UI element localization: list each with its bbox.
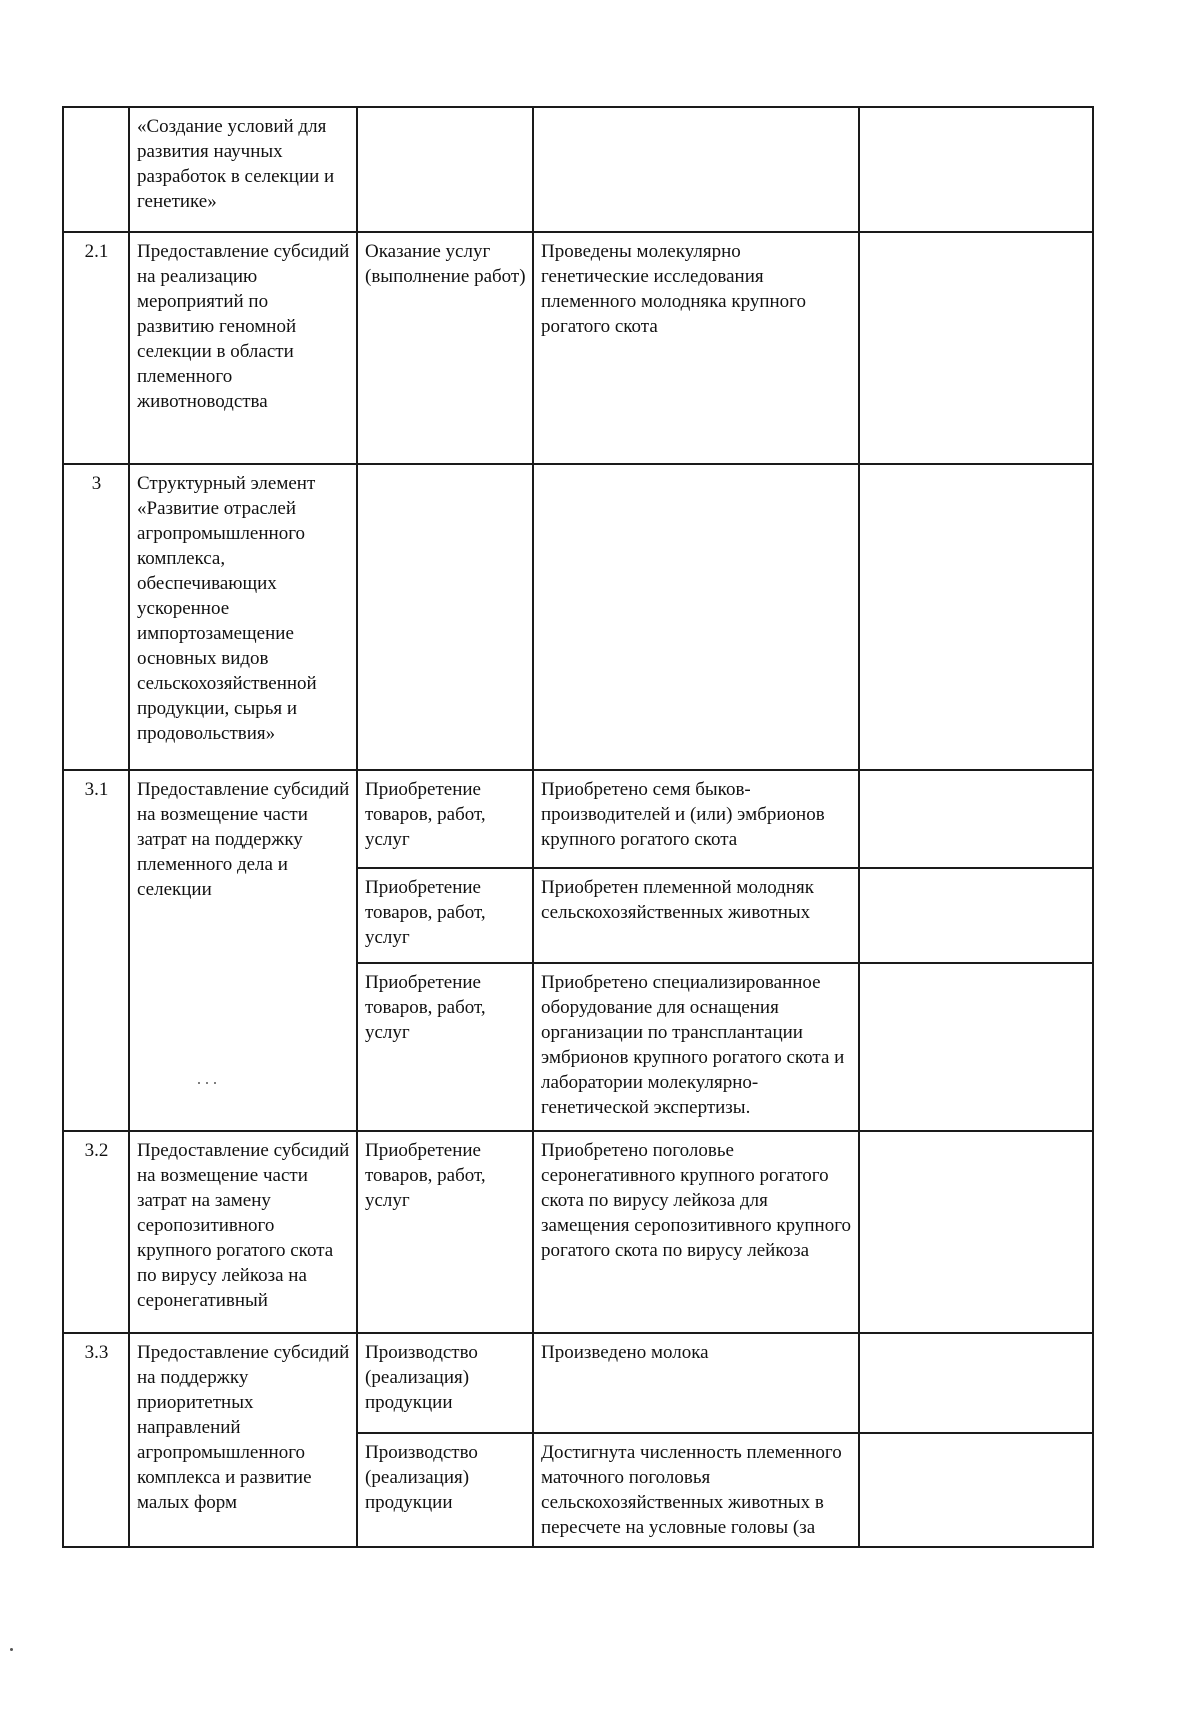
- measure-title-cell: Предоставление субсидий на возмещение части затрат на замену серопозитивного крупного рогатого скота по вирусу лейкоза на серонегативный: [129, 1131, 357, 1333]
- row-number-cell: 3.2: [63, 1131, 129, 1333]
- measures-table: [62, 106, 1094, 1548]
- scan-artifact: [214, 1082, 216, 1084]
- measure-type-cell: Приобретение товаров, работ, услуг: [357, 770, 533, 868]
- measure-type-cell: [357, 464, 533, 770]
- row-number-cell: 3: [63, 464, 129, 770]
- empty-cell: [859, 1131, 1093, 1333]
- row-number-cell: [63, 107, 129, 232]
- table-row: [63, 107, 1093, 232]
- measure-type-cell: Производство (реализация) продукции: [357, 1333, 533, 1433]
- empty-cell: [859, 1333, 1093, 1433]
- empty-cell: [859, 963, 1093, 1131]
- result-cell: Проведены молекулярно генетические исследования племенного молодняка крупного рогатого скота: [533, 232, 859, 464]
- row-number-cell: 2.1: [63, 232, 129, 464]
- result-cell: Приобретено поголовье серонегативного крупного рогатого скота по вирусу лейкоза для замещения серопозитивного крупного рогатого скота по вирусу лейкоза: [533, 1131, 859, 1333]
- empty-cell: [859, 868, 1093, 963]
- empty-cell: [859, 464, 1093, 770]
- measure-title-cell: Предоставление субсидий на возмещение части затрат на поддержку племенного дела и селекции: [129, 770, 357, 1131]
- empty-cell: [859, 232, 1093, 464]
- result-cell: Достигнута численность племенного маточного поголовья сельскохозяйственных животных в пересчете на условные головы (за: [533, 1433, 859, 1547]
- measure-title-cell: «Создание условий для развития научных разработок в селекции и генетике»: [129, 107, 357, 232]
- result-cell: Приобретено специализированное оборудование для оснащения организации по трансплантации эмбрионов крупного рогатого скота и лаборатории молекулярно-генетической экспертизы.: [533, 963, 859, 1131]
- table-row: [63, 770, 1093, 868]
- measure-type-cell: [357, 107, 533, 232]
- scan-artifact: [10, 1648, 13, 1651]
- result-cell: [533, 464, 859, 770]
- result-cell: Приобретен племенной молодняк сельскохозяйственных животных: [533, 868, 859, 963]
- measure-type-cell: Приобретение товаров, работ, услуг: [357, 1131, 533, 1333]
- measure-type-cell: Приобретение товаров, работ, услуг: [357, 868, 533, 963]
- measure-type-cell: Оказание услуг (выполнение работ): [357, 232, 533, 464]
- measure-type-cell: Производство (реализация) продукции: [357, 1433, 533, 1547]
- empty-cell: [859, 107, 1093, 232]
- table-body: [63, 107, 1093, 1547]
- scan-artifact: [198, 1082, 200, 1084]
- table-row: [63, 1333, 1093, 1433]
- measure-title-cell: Предоставление субсидий на поддержку приоритетных направлений агропромышленного комплекса и развитие малых форм: [129, 1333, 357, 1547]
- row-number-cell: 3.1: [63, 770, 129, 1131]
- table-row: [63, 232, 1093, 464]
- measure-type-cell: Приобретение товаров, работ, услуг: [357, 963, 533, 1131]
- measure-title-cell: Структурный элемент «Развитие отраслей агропромышленного комплекса, обеспечивающих ускоренное импортозамещение основных видов сельскохозяйственной продукции, сырья и продовольствия»: [129, 464, 357, 770]
- scan-artifact: [206, 1082, 208, 1084]
- result-cell: Приобретено семя быков-производителей и (или) эмбрионов крупного рогатого скота: [533, 770, 859, 868]
- table-row: [63, 1131, 1093, 1333]
- result-cell: Произведено молока: [533, 1333, 859, 1433]
- result-cell: [533, 107, 859, 232]
- measure-title-cell: Предоставление субсидий на реализацию мероприятий по развитию геномной селекции в области племенного животноводства: [129, 232, 357, 464]
- empty-cell: [859, 1433, 1093, 1547]
- row-number-cell: 3.3: [63, 1333, 129, 1547]
- empty-cell: [859, 770, 1093, 868]
- table-row: [63, 464, 1093, 770]
